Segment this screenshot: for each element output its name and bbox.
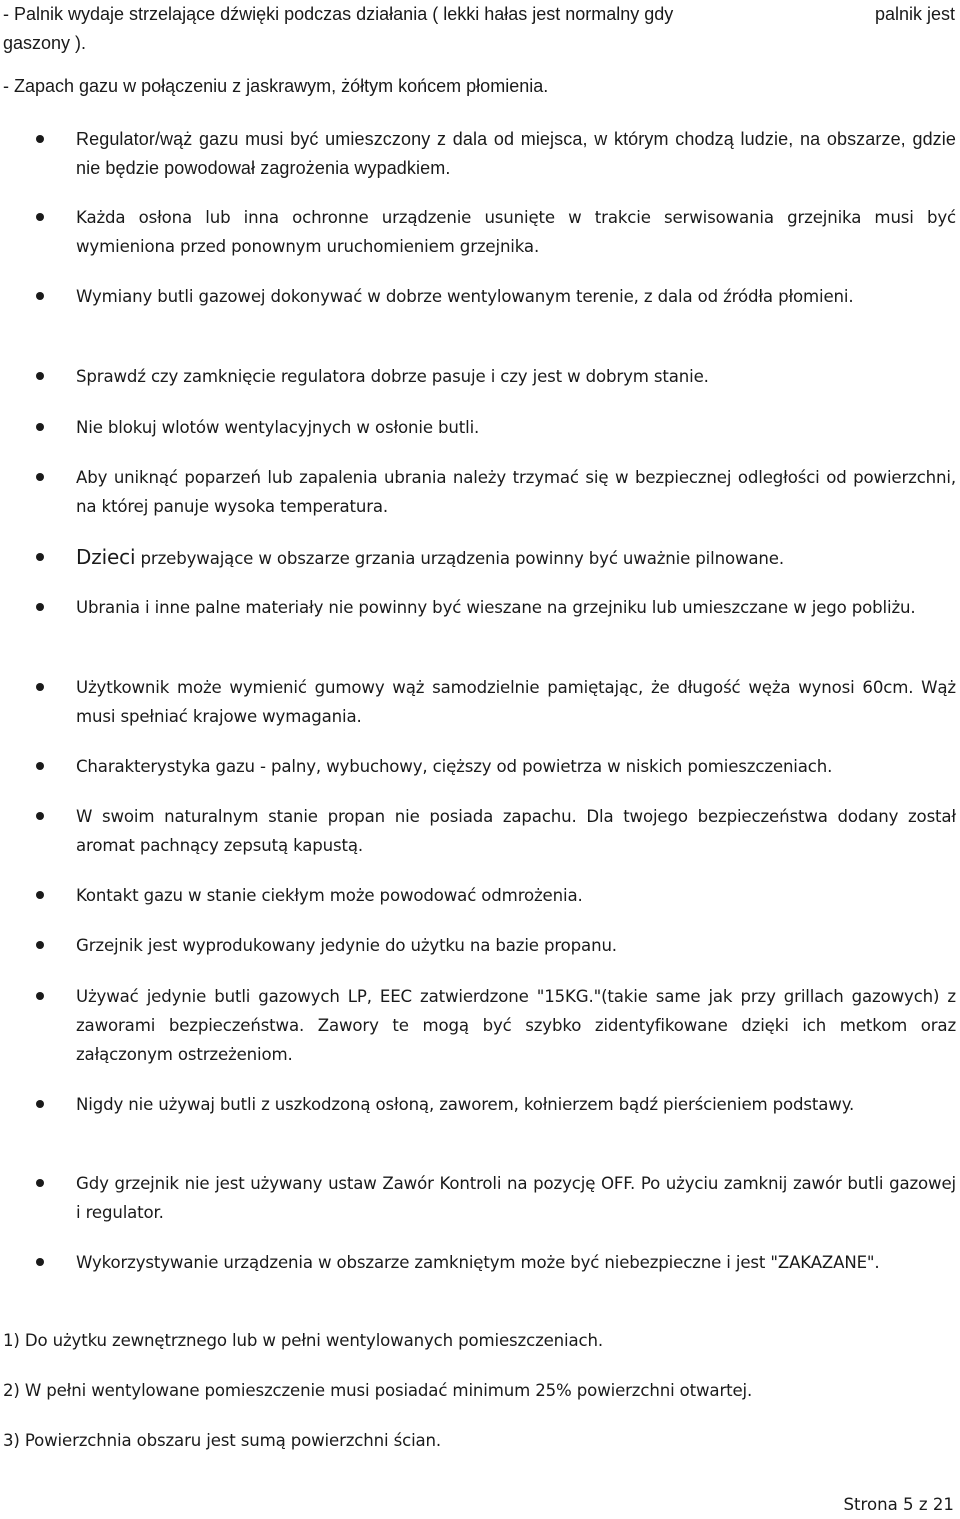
bullet-icon <box>36 812 44 820</box>
warning-line-noise-cont: gaszony ). <box>3 33 87 53</box>
bullet-icon <box>36 992 44 1000</box>
bullet-icon <box>36 473 44 481</box>
list-item-text: W swoim naturalnym stanie propan nie posiada zapachu. Dla twojego bezpieczeństwa dodany został aromat pachnący zepsutą kapustą. <box>76 807 956 855</box>
bullet-icon <box>36 1100 44 1108</box>
bullet-icon <box>36 135 44 143</box>
bullet-icon <box>36 1258 44 1266</box>
bullet-icon <box>36 891 44 899</box>
bullet-icon <box>36 292 44 300</box>
bullet-icon <box>36 603 44 611</box>
warning-line-noise <box>3 0 955 58</box>
bullet-icon <box>36 553 44 561</box>
list-item-text: Wykorzystywanie urządzenia w obszarze zamkniętym może być niebezpieczne i jest "ZAKAZANE". <box>76 1253 880 1272</box>
warning-line-noise-end: palnik jest <box>874 4 955 24</box>
list-item-text <box>76 543 956 573</box>
bullet-icon <box>36 372 44 380</box>
list-item-text: Regulator/wąż gazu musi być umieszczony z dala od miejsca, w którym chodzą ludzie, na obszarze, gdzie nie będzie powodował zagrożenia wypadkiem. <box>76 129 956 178</box>
list-item-text: Sprawdź czy zamknięcie regulatora dobrze pasuje i czy jest w dobrym stanie. <box>76 367 709 386</box>
list-item-text: Charakterystyka gazu - palny, wybuchowy, cięższy od powietrza w niskich pomieszczeniach. <box>76 757 833 776</box>
bullet-icon <box>36 941 44 949</box>
list-item-text: Gdy grzejnik nie jest używany ustaw Zawór Kontroli na pozycję OFF. Po użyciu zamknij zawór butli gazowej i regulator. <box>76 1174 956 1222</box>
numbered-note: 1) Do użytku zewnętrznego lub w pełni wentylowanych pomieszczeniach. <box>3 1331 603 1350</box>
bullet-icon <box>36 762 44 770</box>
list-item-text: Grzejnik jest wyprodukowany jedynie do użytku na bazie propanu. <box>76 936 617 955</box>
list-item-text: Aby uniknąć poparzeń lub zapalenia ubrania należy trzymać się w bezpiecznej odległości od powierzchni, na której panuje wysoka temperatura. <box>76 468 956 516</box>
numbered-note: 3) Powierzchnia obszaru jest sumą powierzchni ścian. <box>3 1431 442 1450</box>
emphasis-word: Dzieci <box>76 545 136 569</box>
warning-line-smell: - Zapach gazu w połączeniu z jaskrawym, żółtym końcem płomienia. <box>3 76 549 96</box>
bullet-icon <box>36 213 44 221</box>
list-item-text-rest: przebywające w obszarze grzania urządzenia powinny być uważnie pilnowane. <box>135 549 784 568</box>
list-item-text: Używać jedynie butli gazowych LP, EEC zatwierdzone "15KG."(takie same jak przy grillach gazowych) z zaworami bezpieczeństwa. Zawory te mogą być szybko zidentyfikowane dzięki ich metkom oraz załączonym ostrzeżeniom. <box>76 987 956 1064</box>
warning-line-noise-text: - Palnik wydaje strzelające dźwięki podczas działania ( lekki hałas jest normalny gdy <box>3 4 674 24</box>
list-item-text: Kontakt gazu w stanie ciekłym może powodować odmrożenia. <box>76 886 583 905</box>
list-item-text: Wymiany butli gazowej dokonywać w dobrze wentylowanym terenie, z dala od źródła płomieni. <box>76 287 854 306</box>
page-number: Strona 5 z 21 <box>843 1495 954 1514</box>
list-item-text: Każda osłona lub inna ochronne urządzenie usunięte w trakcie serwisowania grzejnika musi być wymieniona przed ponownym uruchomieniem grzejnika. <box>76 208 956 256</box>
list-item-text: Nigdy nie używaj butli z uszkodzoną osłoną, zaworem, kołnierzem bądź pierścieniem podstawy. <box>76 1095 855 1114</box>
numbered-note: 2) W pełni wentylowane pomieszczenie musi posiadać minimum 25% powierzchni otwartej. <box>3 1381 753 1400</box>
list-item-text: Użytkownik może wymienić gumowy wąż samodzielnie pamiętając, że długość węża wynosi 60cm. Wąż musi spełniać krajowe wymagania. <box>76 678 956 726</box>
list-item-text: Ubrania i inne palne materiały nie powinny być wieszane na grzejniku lub umieszczane w jego pobliżu. <box>76 598 916 617</box>
bullet-icon <box>36 1179 44 1187</box>
list-item-text: Nie blokuj wlotów wentylacyjnych w osłonie butli. <box>76 418 480 437</box>
bullet-icon <box>36 683 44 691</box>
bullet-icon <box>36 423 44 431</box>
